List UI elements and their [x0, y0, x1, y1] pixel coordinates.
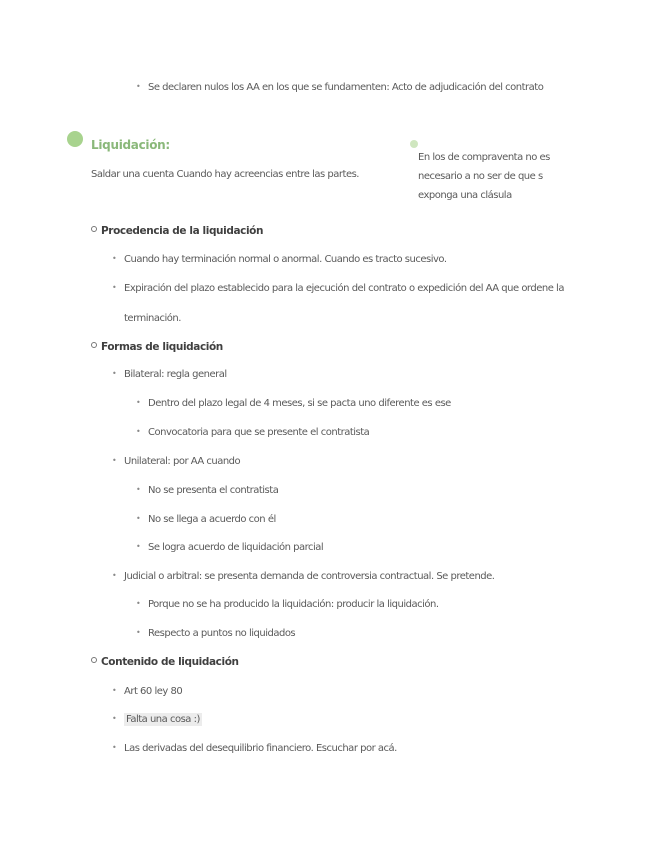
subheading-text: Contenido de liquidación — [101, 656, 239, 668]
list-item — [112, 283, 564, 294]
subheading-formas — [91, 341, 223, 353]
list-item-text: Porque no se ha producido la liquidación: producir la liquidación. — [148, 599, 439, 610]
side-note-line: En los de compraventa no es — [418, 152, 550, 163]
list-item-continuation: terminación. — [124, 313, 181, 324]
subheading-procedencia — [91, 225, 263, 237]
list-item-text: Art 60 ley 80 — [124, 686, 183, 697]
list-item — [112, 254, 447, 265]
list-item — [136, 398, 451, 409]
side-note-line: necesario a no ser de que s — [418, 171, 543, 182]
list-item — [136, 542, 323, 553]
ring-bullet-icon — [91, 226, 97, 232]
list-item-text: Dentro del plazo legal de 4 meses, si se pacta uno diferente es ese — [148, 398, 451, 409]
list-item — [112, 686, 182, 697]
section-title: Liquidación: — [91, 138, 170, 152]
list-item — [112, 456, 240, 467]
list-item — [136, 599, 439, 610]
list-item — [112, 571, 494, 582]
top-note — [136, 82, 543, 93]
ring-bullet-icon — [91, 657, 97, 663]
subheading-text: Procedencia de la liquidación — [101, 225, 264, 237]
subheading-text: Formas de liquidación — [101, 341, 223, 353]
list-item-text: Las derivadas del desequilibrio financiero. Escuchar por acá. — [124, 743, 397, 754]
ring-bullet-icon — [91, 342, 97, 348]
comment-dot-icon — [410, 140, 418, 148]
list-item-text: Expiración del plazo establecido para la ejecución del contrato o expedición del AA que ordene la — [124, 283, 564, 294]
list-item — [136, 514, 276, 525]
list-item-text: Respecto a puntos no liquidados — [148, 628, 296, 639]
list-item-text: No se presenta el contratista — [148, 485, 279, 496]
list-item-text: Cuando hay terminación normal o anormal. Cuando es tracto sucesivo. — [124, 254, 447, 265]
list-item-text: Se logra acuerdo de liquidación parcial — [148, 542, 324, 553]
list-item — [112, 743, 397, 754]
list-item — [136, 485, 278, 496]
list-item-text: No se llega a acuerdo con él — [148, 514, 276, 525]
side-note-line: exponga una clásula — [418, 190, 512, 201]
list-item-text: Convocatoria para que se presente el contratista — [148, 427, 370, 438]
top-note-text: Se declaren nulos los AA en los que se fundamenten: Acto de adjudicación del contrato — [148, 82, 544, 93]
list-item-text: Bilateral: regla general — [124, 369, 227, 380]
subheading-contenido — [91, 656, 239, 668]
list-item-text: Judicial o arbitral: se presenta demanda de controversia contractual. Se pretende. — [124, 571, 495, 582]
green-dot-icon — [67, 131, 83, 147]
list-item-text: Unilateral: por AA cuando — [124, 456, 241, 467]
highlighted-text: Falta una cosa :) — [126, 714, 200, 725]
list-item — [136, 427, 369, 438]
list-item — [112, 714, 202, 725]
section-definition: Saldar una cuenta Cuando hay acreencias entre las partes. — [91, 169, 359, 180]
list-item — [112, 369, 227, 380]
list-item — [136, 628, 295, 639]
